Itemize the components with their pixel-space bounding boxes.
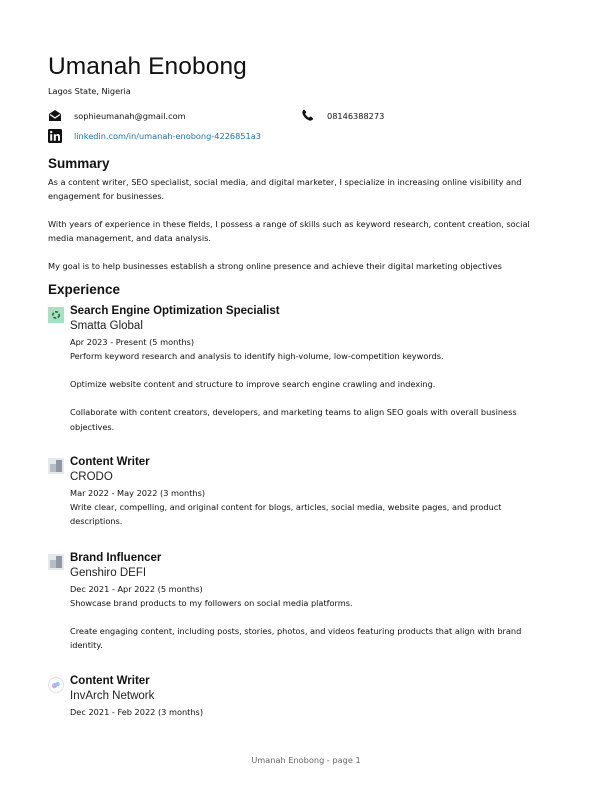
summary-heading: Summary — [48, 156, 110, 171]
phone-text: 08146388273 — [327, 111, 385, 121]
job-company: CRODO — [70, 471, 113, 483]
job-title: Brand Influencer — [70, 552, 162, 564]
job-description — [70, 500, 530, 528]
linkedin-icon — [48, 129, 63, 142]
company-logo-icon — [48, 677, 64, 693]
job-dates: Mar 2022 - May 2022 (3 months) — [70, 488, 206, 498]
summary-paragraph: With years of experience in these fields, I possess a range of skills such as keyword research, content creation, social media management, and data analysis. — [48, 219, 530, 244]
company-logo-icon — [48, 307, 64, 323]
job-description — [70, 596, 530, 653]
job-bullet: Showcase brand products to my followers on social media platforms. — [70, 598, 353, 608]
company-logo-icon — [48, 554, 64, 570]
job-company: InvArch Network — [70, 690, 155, 702]
phone-contact — [301, 109, 421, 123]
envelope-icon — [48, 109, 63, 122]
experience-item — [48, 456, 568, 536]
linkedin-link[interactable]: linkedin.com/in/umanah-enobong-4226851a3 — [74, 131, 261, 141]
job-dates: Apr 2023 - Present (5 months) — [70, 337, 195, 347]
job-dates: Dec 2021 - Apr 2022 (5 months) — [70, 584, 203, 594]
experience-item — [48, 675, 568, 723]
job-title: Search Engine Optimization Specialist — [70, 305, 280, 317]
email-text[interactable]: sophieumanah@gmail.com — [74, 111, 186, 121]
job-bullet: Write clear, compelling, and original content for blogs, articles, social media, website pages, and product descriptions. — [70, 502, 502, 527]
candidate-name: Umanah Enobong — [48, 53, 247, 80]
job-company: Smatta Global — [70, 320, 143, 332]
phone-icon — [301, 109, 316, 122]
job-description — [70, 349, 530, 434]
job-title: Content Writer — [70, 675, 150, 687]
job-bullet: Optimize website content and structure to improve search engine crawling and indexing. — [70, 379, 436, 390]
summary-paragraph: My goal is to help businesses establish a strong online presence and achieve their digital marketing objectives — [48, 261, 502, 271]
job-company: Genshiro DEFI — [70, 567, 147, 579]
job-bullet: Create engaging content, including posts, stories, photos, and videos featuring products that align with brand identity. — [70, 626, 522, 651]
job-bullet: Collaborate with content creators, developers, and marketing teams to align SEO goals with overall business objectives. — [70, 407, 517, 432]
linkedin-contact — [48, 129, 328, 143]
job-bullet: Perform keyword research and analysis to identify high-volume, low-competition keywords. — [70, 351, 444, 361]
company-logo-icon — [48, 458, 64, 474]
summary-paragraph: As a content writer, SEO specialist, social media, and digital marketer, I specialize in increasing online visibility and engagement for businesses. — [48, 177, 522, 202]
candidate-location: Lagos State, Nigeria — [48, 86, 131, 96]
job-dates: Dec 2021 - Feb 2022 (3 months) — [70, 707, 204, 717]
page-footer: Umanah Enobong - page 1 — [251, 755, 361, 765]
experience-item — [48, 552, 568, 662]
job-title: Content Writer — [70, 456, 150, 468]
experience-heading: Experience — [48, 282, 121, 297]
experience-item — [48, 305, 568, 445]
email-contact — [48, 109, 288, 123]
